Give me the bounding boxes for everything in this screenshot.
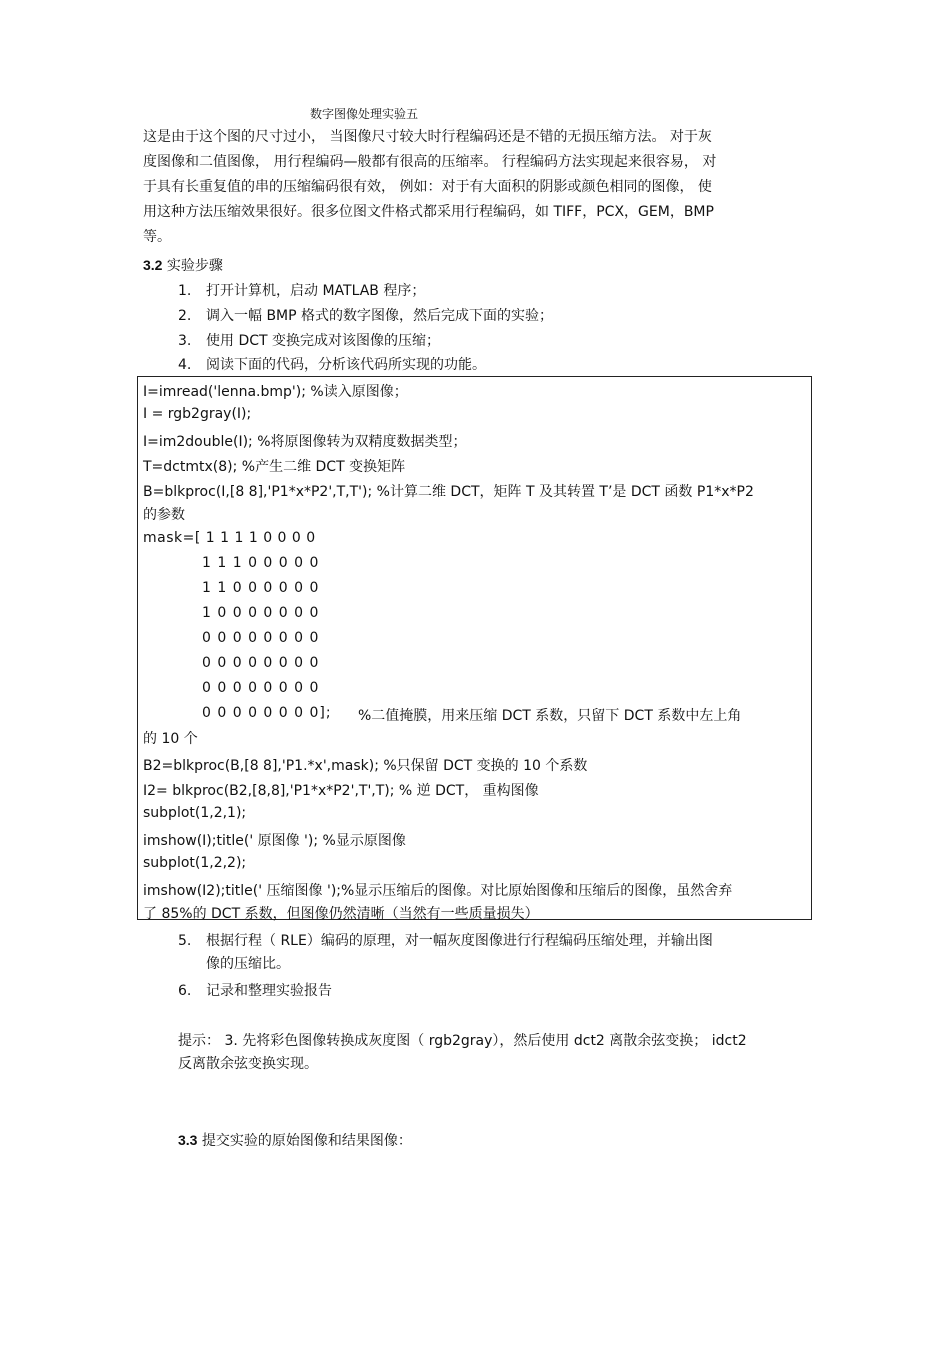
step-text: 调入一幅 BMP 格式的数字图像，然后完成下面的实验；: [206, 308, 554, 324]
page-header: 数字图像处理实验五: [310, 107, 419, 121]
hint-line: 提示： 3. 先将彩色图像转换成灰度图（ rgb2gray），然后使用 dct2 离散余弦变换； idct2: [178, 1033, 747, 1049]
code-line: subplot(1,2,1);: [143, 805, 247, 821]
code-line: I=imread('lenna.bmp'); %读入原图像；: [143, 384, 408, 400]
code-line: T=dctmtx(8); %产生二维 DCT 变换矩阵: [143, 459, 406, 475]
step-item: [178, 930, 713, 950]
code-line: 的参数: [143, 507, 185, 523]
intro-line: 于具有长重复值的串的压缩编码很有效， 例如：对于有大面积的阴影或颜色相同的图像， 使: [143, 179, 712, 195]
step-item: [178, 280, 425, 300]
mask-row: 1 0 0 0 0 0 0 0: [202, 605, 320, 621]
mask-row: 0 0 0 0 0 0 0 0: [202, 655, 320, 671]
section-heading-3-3: [178, 1130, 412, 1150]
step-item: [178, 980, 332, 1000]
intro-line: 度图像和二值图像， 用行程编码—般都有很高的压缩率。 行程编码方法实现起来很容易， 对: [143, 154, 717, 170]
step-number: 5.: [178, 933, 192, 949]
code-line-mask: mask=[ 1 1 1 1 0 0 0 0: [143, 530, 316, 546]
section-heading-3-2: [143, 255, 223, 275]
step-number: 3.: [178, 333, 192, 349]
section-number: 3.3: [178, 1132, 198, 1148]
section-title: 实验步骤: [166, 258, 223, 274]
code-line: imshow(I);title(' 原图像 '); %显示原图像: [143, 833, 406, 849]
code-line: B=blkproc(I,[8 8],'P1*x*P2',T,T'); %计算二维 DCT，矩阵 T 及其转置 T’是 DCT 函数 P1*x*P2: [143, 484, 754, 500]
code-line: I = rgb2gray(I);: [143, 406, 252, 422]
step-text: 根据行程（ RLE）编码的原理，对一幅灰度图像进行行程编码压缩处理，并输出图: [206, 933, 713, 949]
intro-line: 这是由于这个图的尺寸过小， 当图像尺寸较大时行程编码还是不错的无损压缩方法。 对于灰: [143, 129, 712, 145]
code-line: I2= blkproc(B2,[8,8],'P1*x*P2',T',T); % 逆 DCT， 重构图像: [143, 783, 539, 799]
mask-row: 1 1 1 0 0 0 0 0: [202, 555, 320, 571]
intro-line: 用这种方法压缩效果很好。很多位图文件格式都采用行程编码，如 TIFF，PCX，GEM，BMP: [143, 204, 714, 220]
code-line: I=im2double(I); %将原图像转为双精度数据类型；: [143, 434, 467, 450]
code-line: B2=blkproc(B,[8 8],'P1.*x',mask); %只保留 DCT 变换的 10 个系数: [143, 758, 588, 774]
step-item: [178, 330, 440, 350]
code-line: subplot(1,2,2);: [143, 855, 247, 871]
step-continuation: 像的压缩比。: [206, 956, 290, 972]
mask-row-last: 0 0 0 0 0 0 0 0];: [202, 705, 332, 721]
step-text: 使用 DCT 变换完成对该图像的压缩；: [206, 333, 441, 349]
step-text: 记录和整理实验报告: [206, 983, 332, 999]
step-item: [178, 354, 486, 374]
intro-line: 等。: [143, 229, 171, 245]
step-item: [178, 305, 553, 325]
step-text: 打开计算机，启动 MATLAB 程序；: [206, 283, 426, 299]
step-number: 1.: [178, 283, 192, 299]
mask-row: 1 1 0 0 0 0 0 0: [202, 580, 320, 596]
code-comment: %二值掩膜，用来压缩 DCT 系数，只留下 DCT 系数中左上角: [358, 708, 742, 724]
section-title: 提交实验的原始图像和结果图像：: [201, 1133, 412, 1149]
mask-row: 0 0 0 0 0 0 0 0: [202, 680, 320, 696]
section-number: 3.2: [143, 257, 163, 273]
code-line: 了 85%的 DCT 系数，但图像仍然清晰（当然有一些质量损失）: [143, 906, 539, 922]
code-line: 的 10 个: [143, 731, 198, 747]
step-number: 4.: [178, 357, 192, 373]
step-number: 2.: [178, 308, 192, 324]
mask-row: 0 0 0 0 0 0 0 0: [202, 630, 320, 646]
step-number: 6.: [178, 983, 192, 999]
hint-line: 反离散余弦变换实现。: [178, 1056, 318, 1072]
step-text: 阅读下面的代码，分析该代码所实现的功能。: [206, 357, 486, 373]
code-line: imshow(I2);title(' 压缩图像 ');%显示压缩后的图像。对比原始图像和压缩后的图像，虽然舍弃: [143, 883, 733, 899]
